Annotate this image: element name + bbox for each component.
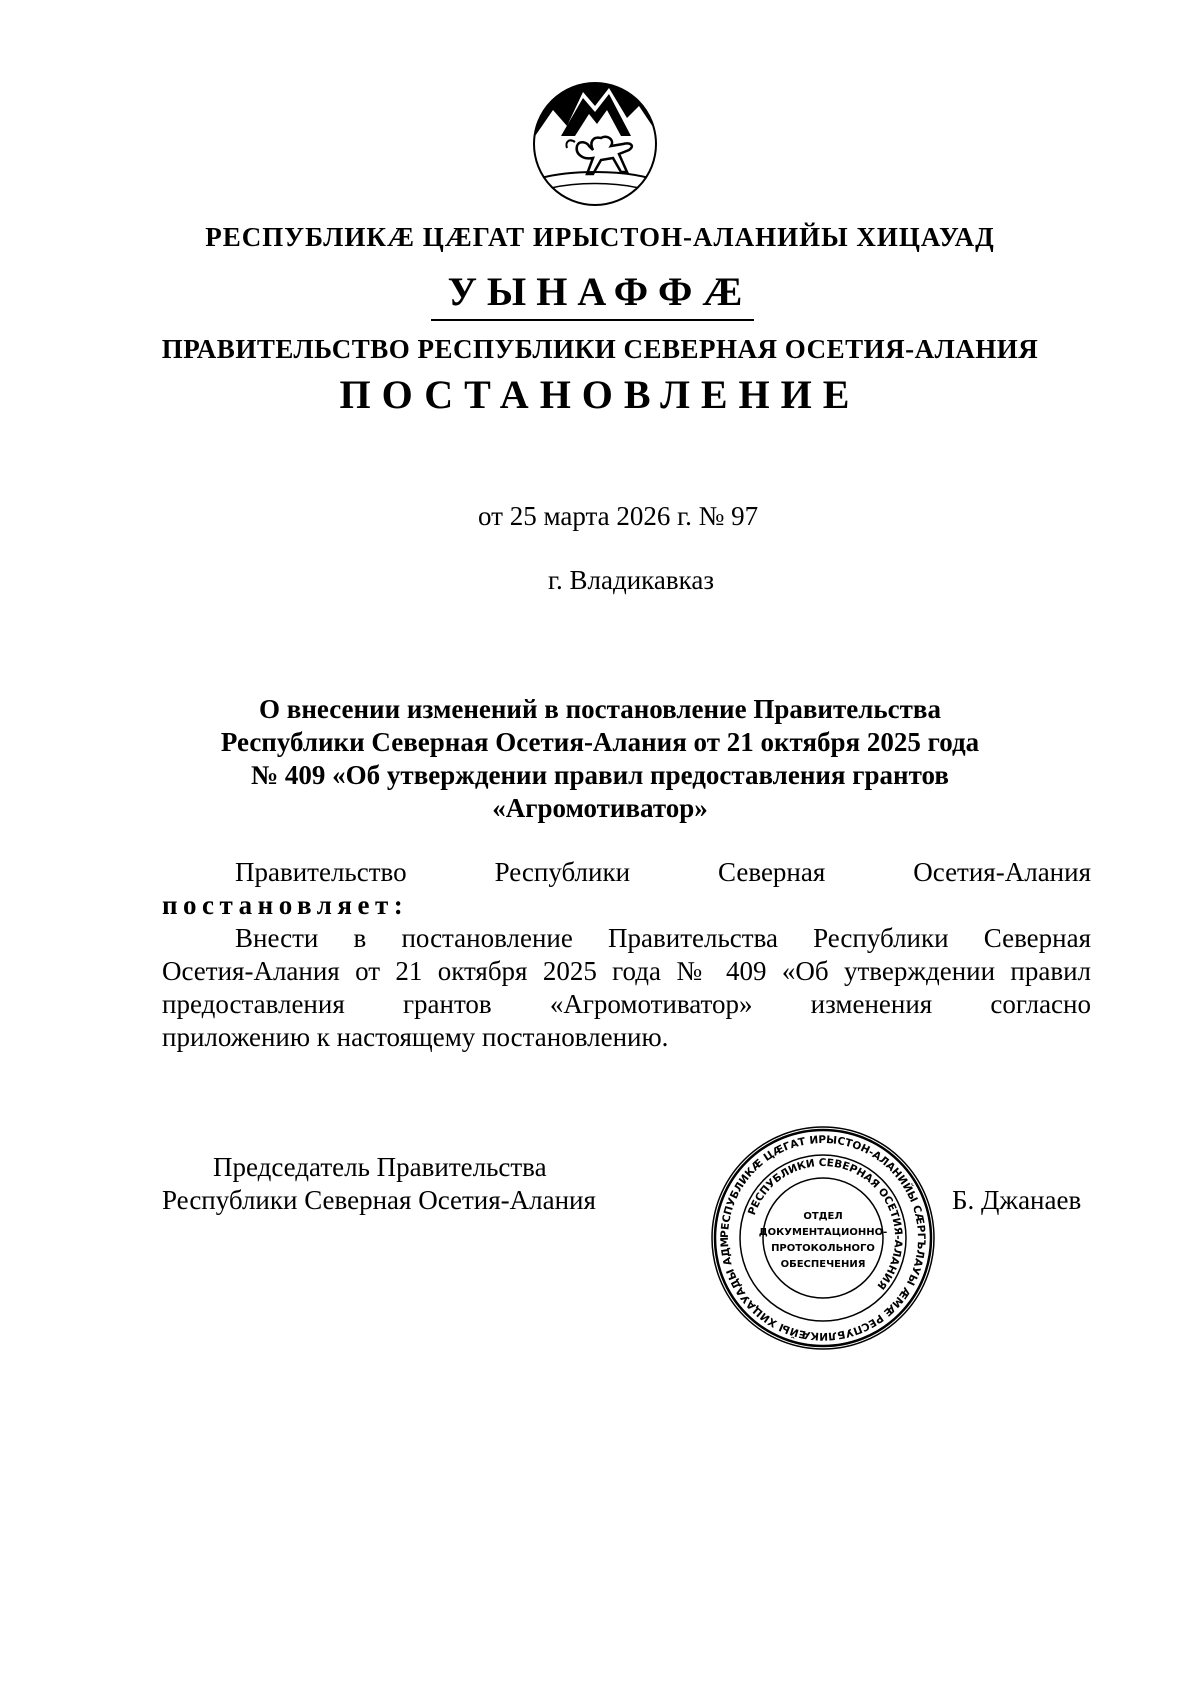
header-divider: [431, 319, 754, 321]
official-seal-stamp: [708, 1123, 938, 1353]
coat-of-arms-emblem: [531, 80, 659, 208]
title-line: Республики Северная Осетия-Алания от 21 октября 2025 года: [220, 727, 980, 757]
ossetian-doc-type: УЫНАФФӔ: [447, 269, 753, 314]
seal-center-line: ОБЕСПЕЧЕНИЯ: [780, 1259, 866, 1270]
signatory-name: Б. Джанаев: [952, 1185, 1082, 1215]
seal-outer-text: РЕСПУБЛИКӔ ЦӔГАТ ИРЫСТОН-АЛАНИЙЫ СӔРГЪЛАУЫ ӔМӔ РЕСПУБЛИКӔЙЫ ХИЦАУАДЫ АДМ: [718, 1133, 928, 1343]
russian-org-name: ПРАВИТЕЛЬСТВО РЕСПУБЛИКИ СЕВЕРНАЯ ОСЕТИЯ-АЛАНИЯ: [161, 334, 1039, 364]
title-line: № 409 «Об утверждении правил предоставления грантов: [251, 760, 949, 790]
body-line: приложению к настоящему постановлению.: [162, 1022, 669, 1052]
signatory-position: Председатель Правительства: [213, 1152, 547, 1182]
seal-center-line: ДОКУМЕНТАЦИОННО-: [758, 1227, 888, 1238]
document-title: [0, 693, 1200, 825]
resolves-word: постановляет:: [162, 890, 409, 920]
document-city: г. Владикавказ: [548, 565, 714, 595]
title-line: О внесении изменений в постановление Правительства: [259, 694, 941, 724]
seal-center-line: ПРОТОКОЛЬНОГО: [771, 1243, 875, 1254]
ossetian-org-name: РЕСПУБЛИКӔ ЦӔГАТ ИРЫСТОН-АЛАНИЙЫ ХИЦАУАД: [205, 222, 995, 252]
preamble-text: Правительство Республики Северная Осетия-Алания: [235, 857, 1091, 887]
body-line: Внести в постановление Правительства Республики Северная: [235, 923, 1091, 953]
document-date-number: от 25 марта 2026 г. № 97: [478, 501, 759, 531]
seal-center-line: ОТДЕЛ: [803, 1211, 843, 1222]
signatory-position: Республики Северная Осетия-Алания: [162, 1185, 596, 1215]
seal-inner-text: РЕСПУБЛИКИ СЕВЕРНАЯ ОСЕТИЯ-АЛАНИЯ: [746, 1156, 905, 1292]
russian-doc-type: ПОСТАНОВЛЕНИЕ: [339, 372, 861, 417]
title-line: «Агромотиватор»: [492, 793, 708, 823]
body-line: Осетия-Алания от 21 октября 2025 года № 409 «Об утверждении правил: [162, 956, 1091, 986]
body-line: предоставления грантов «Агромотиватор» изменения согласно: [162, 989, 1091, 1019]
